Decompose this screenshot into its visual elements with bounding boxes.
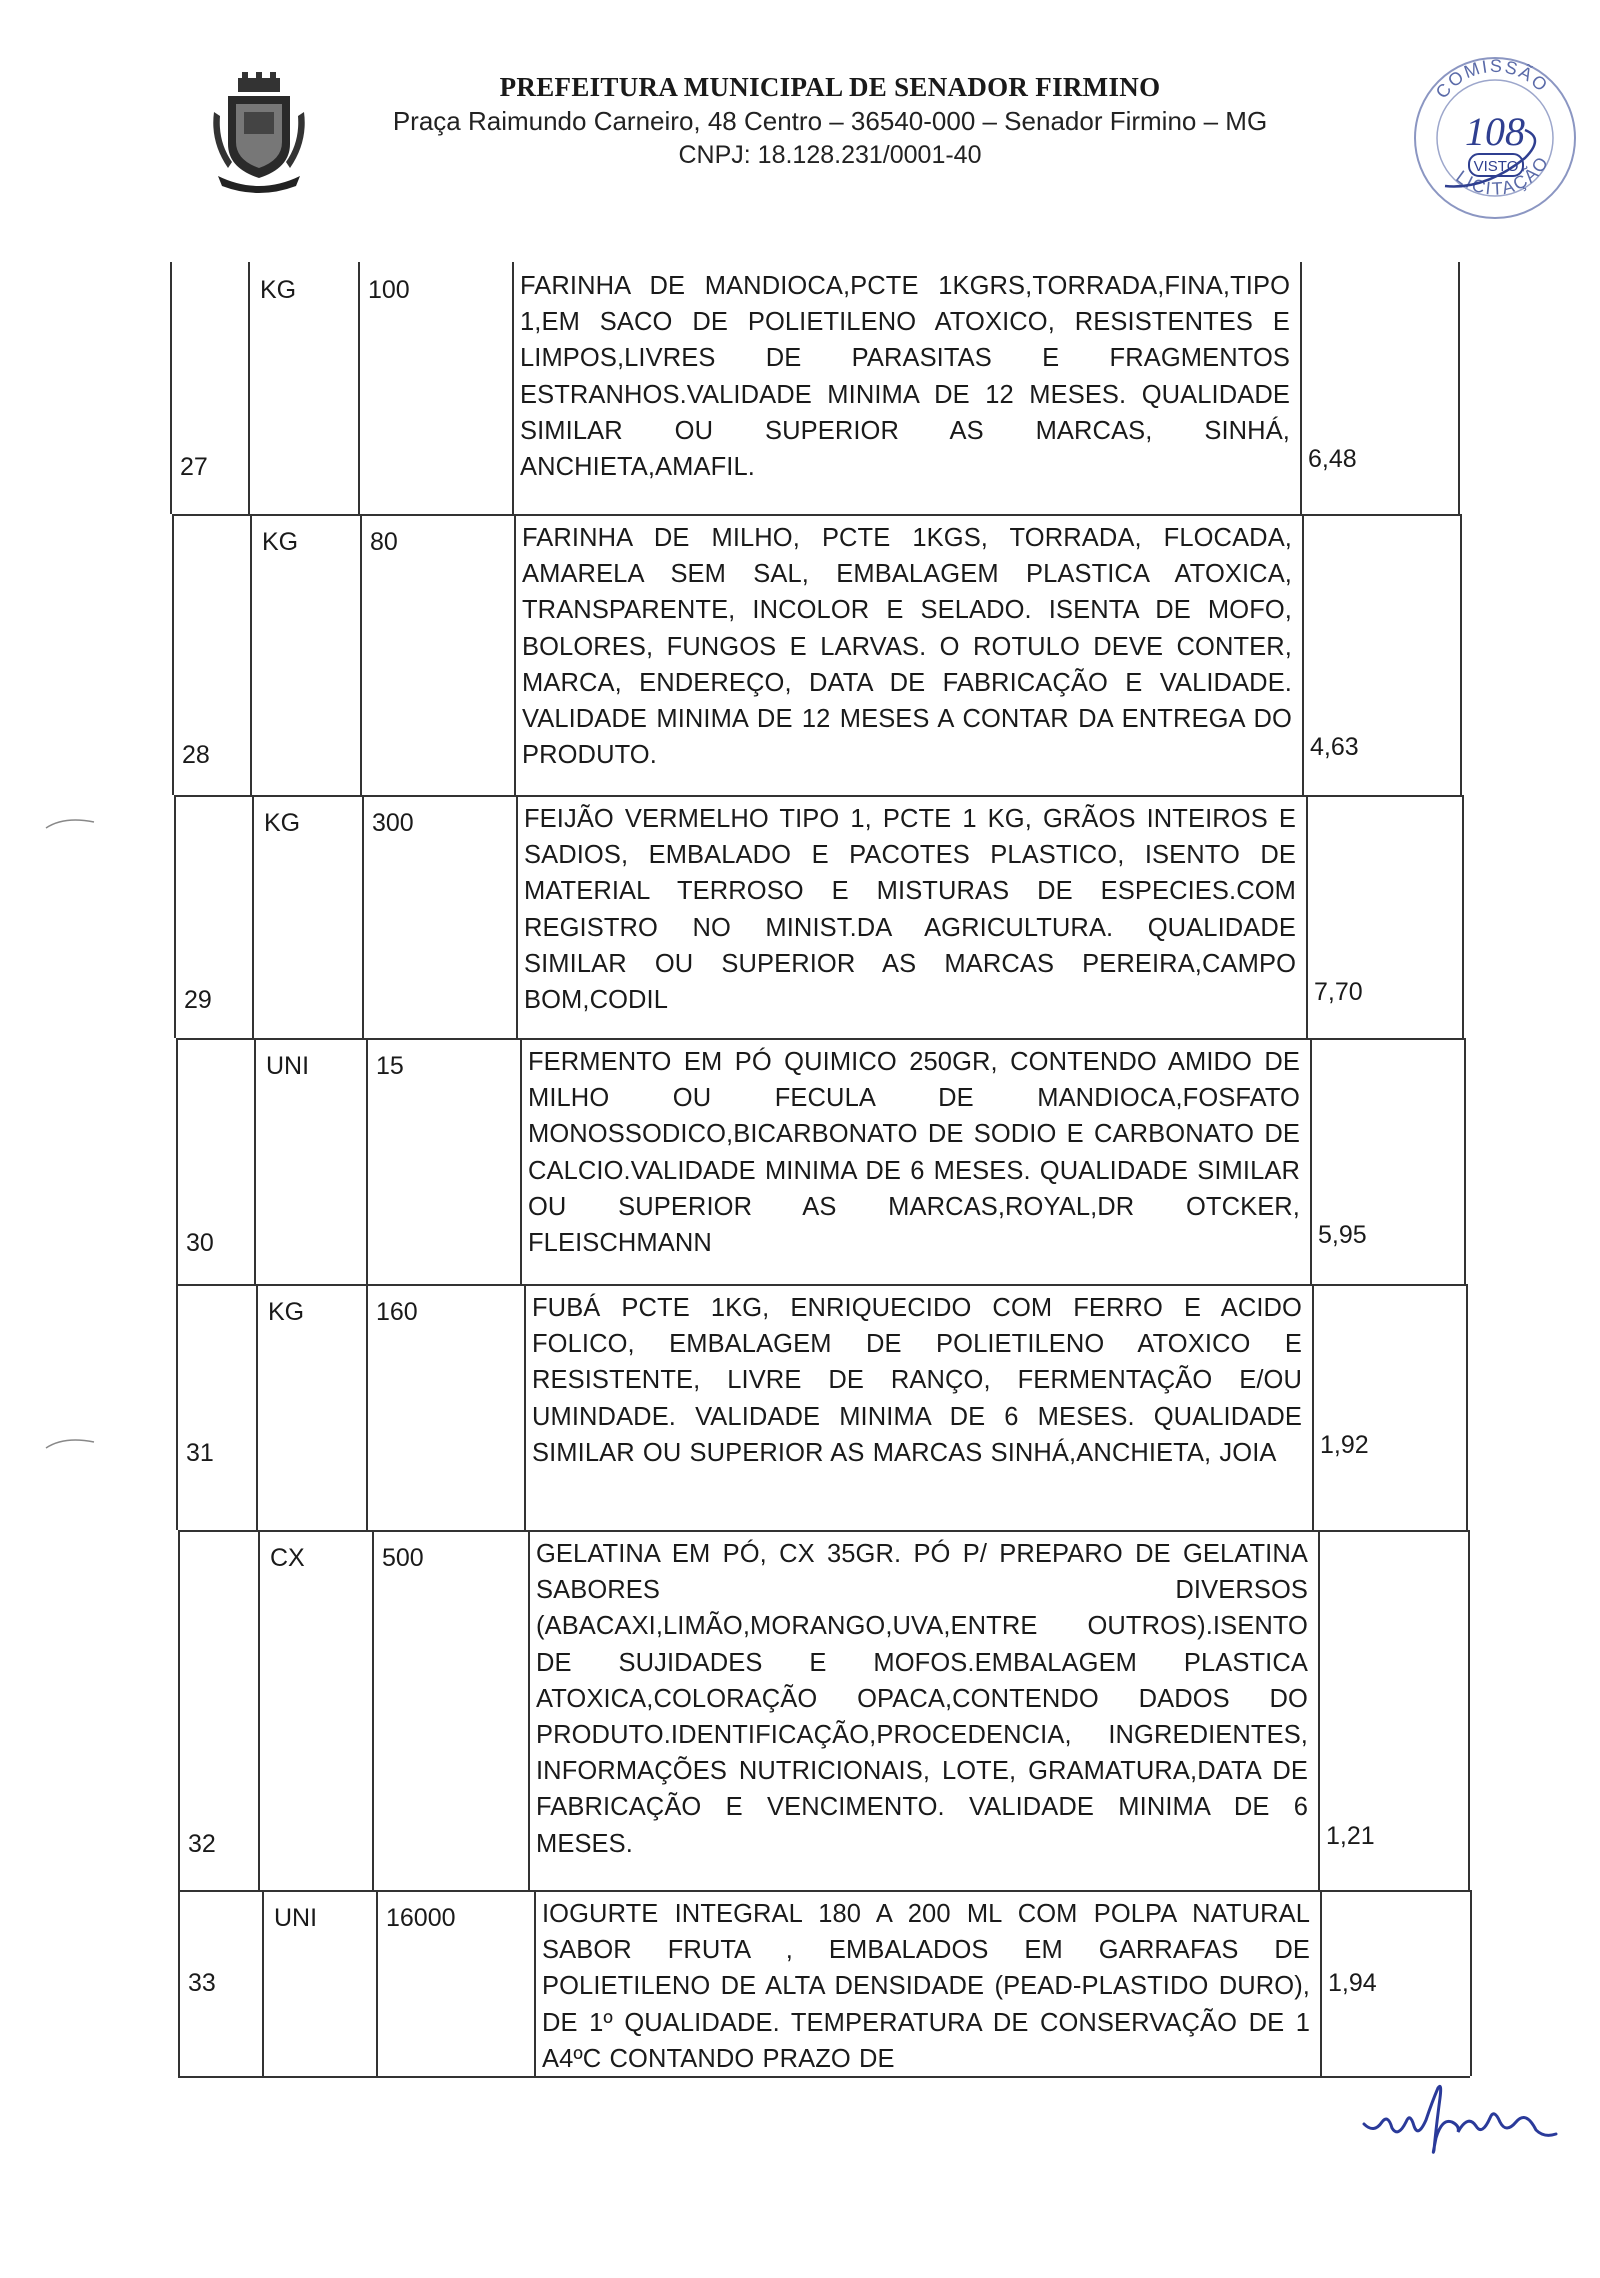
item-number: 33: [188, 1969, 216, 1997]
item-unit-price: 1,92: [1320, 1431, 1369, 1459]
item-number: 30: [186, 1229, 214, 1257]
column-divider: [1470, 1890, 1472, 2076]
row-divider: [176, 1284, 1466, 1286]
column-divider: [254, 1038, 256, 1284]
column-divider: [1462, 795, 1464, 1038]
item-unit: KG: [268, 1298, 305, 1326]
column-divider: [178, 1890, 180, 2076]
row-divider: [178, 1890, 1470, 1892]
column-divider: [528, 1530, 530, 1890]
item-unit: KG: [262, 528, 299, 556]
stamp-label: VISTO: [1473, 158, 1519, 175]
column-divider: [512, 262, 514, 514]
item-quantity: 300: [372, 809, 414, 837]
column-divider: [1318, 1530, 1320, 1890]
column-divider: [1464, 1038, 1466, 1284]
item-quantity: 15: [376, 1052, 404, 1080]
item-description: GELATINA EM PÓ, CX 35GR. PÓ P/ PREPARO DE GELATINA SABORES DIVERSOS (ABACAXI,LIMÃO,MORANGO,UVA,ENTRE OUTROS).ISENTO DE SUJIDADES E MOFOS.EMBALAGEM PLASTICA ATOXICA,COLORAÇÃO OPACA,CONTENDO DADOS DO PRODUTO.IDENTIFICAÇÃO,PROCEDENCIA, INGREDIENTES, INFORMAÇÕES NUTRICIONAIS, LOTE, GRAMATURA,DATA DE FABRICAÇÃO E VENCIMENTO. VALIDADE MINIMA DE 6 MESES.: [536, 1540, 1308, 1858]
table-row: [0, 1890, 1600, 2076]
column-divider: [376, 1890, 378, 2076]
column-divider: [1466, 1284, 1468, 1530]
column-divider: [1302, 514, 1304, 795]
margin-mark: [44, 812, 98, 832]
stamp-bottom-text: LICITAÇÃO: [1452, 151, 1554, 199]
item-quantity: 16000: [386, 1904, 456, 1932]
item-unit-price: 6,48: [1308, 445, 1357, 473]
item-unit: KG: [260, 276, 297, 304]
column-divider: [372, 1530, 374, 1890]
table-row: [0, 1284, 1600, 1530]
table-row: [0, 795, 1600, 1038]
item-description: FARINHA DE MILHO, PCTE 1KGS, TORRADA, FLOCADA, AMARELA SEM SAL, EMBALAGEM PLASTICA ATOXICA, TRANSPARENTE, INCOLOR E SELADO. ISENTA DE MOFO, BOLORES, FUNGOS E LARVAS. O ROTULO DEVE CONTER, MARCA, ENDEREÇO, DATA DE FABRICAÇÃO E VALIDADE. VALIDADE MINIMA DE 12 MESES A CONTAR DA ENTREGA DO PRODUTO.: [522, 524, 1292, 770]
column-divider: [514, 514, 516, 795]
table-row: [0, 1038, 1600, 1284]
column-divider: [366, 1284, 368, 1530]
item-quantity: 80: [370, 528, 398, 556]
row-divider: [176, 1038, 1464, 1040]
column-divider: [250, 514, 252, 795]
item-number: 31: [186, 1439, 214, 1467]
item-number: 28: [182, 741, 210, 769]
column-divider: [1458, 262, 1460, 514]
column-divider: [1460, 514, 1462, 795]
column-divider: [176, 1284, 178, 1530]
column-divider: [178, 1530, 180, 1890]
organization-address: Praça Raimundo Carneiro, 48 Centro – 36540-000 – Senador Firmino – MG: [392, 106, 1268, 136]
item-quantity: 100: [368, 276, 410, 304]
column-divider: [256, 1284, 258, 1530]
item-description: FERMENTO EM PÓ QUIMICO 250GR, CONTENDO AMIDO DE MILHO OU FECULA DE MANDIOCA,FOSFATO MONOSSODICO,BICARBONATO DE SODIO E CARBONATO DE CALCIO.VALIDADE MINIMA DE 6 MESES. QUALIDADE SIMILAR OU SUPERIOR AS MARCAS,ROYAL,DR OTCKER, FLEISCHMANN: [528, 1048, 1300, 1258]
column-divider: [520, 1038, 522, 1284]
item-unit: UNI: [266, 1052, 310, 1080]
column-divider: [362, 795, 364, 1038]
organization-cnpj: CNPJ: 18.128.231/0001-40: [678, 141, 982, 169]
item-quantity: 160: [376, 1298, 418, 1326]
table-row: [0, 514, 1600, 795]
column-divider: [252, 795, 254, 1038]
item-quantity: 500: [382, 1544, 424, 1572]
stamp-number: 108: [1465, 109, 1525, 154]
item-description: FEIJÃO VERMELHO TIPO 1, PCTE 1 KG, GRÃOS INTEIROS E SADIOS, EMBALADO E PACOTES PLASTICO, ISENTO DE MATERIAL TERROSO E MISTURAS DE ESPECIES.COM REGISTRO NO MINIST.DA AGRICULTURA. QUALIDADE SIMILAR OU SUPERIOR AS MARCAS PEREIRA,CAMPO BOM,CODIL: [524, 805, 1296, 1015]
column-divider: [516, 795, 518, 1038]
column-divider: [1310, 1038, 1312, 1284]
column-divider: [170, 262, 172, 514]
item-unit: CX: [270, 1544, 305, 1572]
item-unit-price: 7,70: [1314, 978, 1363, 1006]
row-divider: [178, 1530, 1468, 1532]
item-unit: UNI: [274, 1904, 318, 1932]
item-description: FARINHA DE MANDIOCA,PCTE 1KGRS,TORRADA,FINA,TIPO 1,EM SACO DE POLIETILENO ATOXICO, RESISTENTES E LIMPOS,LIVRES DE PARASITAS E FRAGMENTOS ESTRANHOS.VALIDADE MINIMA DE 12 MESES. QUALIDADE SIMILAR OU SUPERIOR AS MARCAS, SINHÁ, ANCHIETA,AMAFIL.: [520, 272, 1290, 482]
row-divider: [174, 795, 1462, 797]
column-divider: [524, 1284, 526, 1530]
column-divider: [360, 514, 362, 795]
row-divider: [172, 514, 1460, 516]
column-divider: [174, 795, 176, 1038]
table-row: [0, 1530, 1600, 1890]
item-unit: KG: [264, 809, 301, 837]
column-divider: [1320, 1890, 1322, 2076]
item-unit-price: 1,21: [1326, 1822, 1375, 1850]
column-divider: [1468, 1530, 1470, 1890]
table-bottom-border: [178, 2076, 1470, 2078]
margin-mark: [44, 1432, 98, 1452]
column-divider: [176, 1038, 178, 1284]
column-divider: [258, 1530, 260, 1890]
table-row: [0, 262, 1600, 514]
item-unit-price: 5,95: [1318, 1221, 1367, 1249]
item-number: 29: [184, 986, 212, 1014]
handwritten-initials-signature: [1360, 2078, 1560, 2158]
column-divider: [358, 262, 360, 514]
item-number: 27: [180, 453, 208, 481]
column-divider: [1312, 1284, 1314, 1530]
stamp-top-text: COMISSÃO: [1431, 55, 1553, 103]
column-divider: [1306, 795, 1308, 1038]
organization-name: PREFEITURA MUNICIPAL DE SENADOR FIRMINO: [499, 72, 1161, 102]
item-number: 32: [188, 1830, 216, 1858]
item-unit-price: 1,94: [1328, 1969, 1377, 1997]
column-divider: [248, 262, 250, 514]
column-divider: [262, 1890, 264, 2076]
column-divider: [534, 1890, 536, 2076]
column-divider: [172, 514, 174, 795]
item-description: IOGURTE INTEGRAL 180 A 200 ML COM POLPA NATURAL SABOR FRUTA , EMBALADOS EM GARRAFAS DE POLIETILENO DE ALTA DENSIDADE (PEAD-PLASTIDO DURO), DE 1º QUALIDADE. TEMPERATURA DE CONSERVAÇÃO DE 1 A4ºC CONTANDO PRAZO DE: [542, 1900, 1310, 2073]
column-divider: [366, 1038, 368, 1284]
item-description: FUBÁ PCTE 1KG, ENRIQUECIDO COM FERRO E ACIDO FOLICO, EMBALAGEM DE POLIETILENO ATOXICO E RESISTENTE, LIVRE DE RANÇO, FERMENTAÇÃO E/OU UMINDADE. VALIDADE MINIMA DE 6 MESES. QUALIDADE SIMILAR OU SUPERIOR AS MARCAS SINHÁ,ANCHIETA, JOIA: [532, 1294, 1302, 1467]
item-unit-price: 4,63: [1310, 733, 1359, 761]
column-divider: [1300, 262, 1302, 514]
